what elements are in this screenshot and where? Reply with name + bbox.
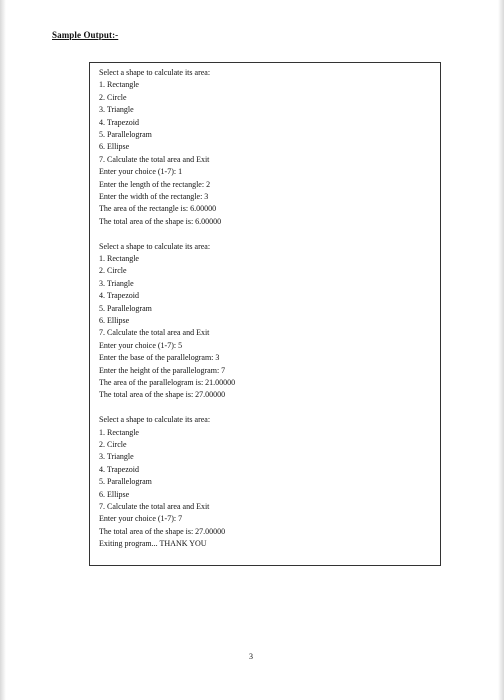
output-line: 6. Ellipse	[99, 142, 130, 152]
output-line: Exiting program... THANK YOU	[99, 539, 207, 549]
page-number: 3	[249, 652, 253, 661]
output-line: The area of the rectangle is: 6.00000	[99, 204, 217, 214]
output-line: Select a shape to calculate its area:	[99, 241, 211, 251]
output-line: 2. Circle	[99, 266, 127, 276]
page-edge-right	[498, 0, 504, 700]
output-line: Enter the height of the parallelogram: 7	[99, 365, 226, 375]
output-line: Enter your choice (1-7): 7	[99, 514, 183, 524]
output-block-3	[99, 414, 440, 550]
output-line: 3. Triangle	[99, 105, 134, 115]
output-line: 4. Trapezoid	[99, 291, 139, 301]
output-line: 5. Parallelogram	[99, 303, 152, 313]
output-line: 2. Circle	[99, 439, 127, 449]
output-line: Enter the base of the parallelogram: 3	[99, 353, 220, 363]
output-line: 5. Parallelogram	[99, 477, 152, 487]
output-block-2	[99, 241, 440, 402]
output-block-1	[99, 67, 440, 228]
output-line: Select a shape to calculate its area:	[99, 68, 211, 77]
output-line: The total area of the shape is: 27.00000	[99, 526, 226, 536]
output-line: The total area of the shape is: 6.00000	[99, 216, 222, 226]
output-line: Enter your choice (1-7): 1	[99, 167, 183, 177]
output-line: 3. Triangle	[99, 452, 134, 462]
sample-output-heading: Sample Output:-	[52, 30, 119, 40]
output-line: 1. Rectangle	[99, 80, 139, 90]
output-line: 6. Ellipse	[99, 489, 130, 499]
output-line: 3. Triangle	[99, 278, 134, 288]
output-line: 6. Ellipse	[99, 316, 130, 326]
page-edge-left	[0, 0, 6, 700]
output-line: Enter the length of the rectangle: 2	[99, 179, 211, 189]
output-line: 4. Trapezoid	[99, 117, 139, 127]
output-line: 4. Trapezoid	[99, 464, 139, 474]
output-line: Select a shape to calculate its area:	[99, 415, 211, 425]
output-line: 1. Rectangle	[99, 427, 139, 437]
output-line: Enter your choice (1-7): 5	[99, 340, 183, 350]
output-line: The area of the parallelogram is: 21.00000	[99, 378, 236, 388]
output-line: 1. Rectangle	[99, 253, 139, 263]
output-line: Enter the width of the rectangle: 3	[99, 192, 209, 202]
output-line: 5. Parallelogram	[99, 130, 152, 140]
output-line: 2. Circle	[99, 92, 127, 102]
output-line: 7. Calculate the total area and Exit	[99, 502, 210, 511]
output-line: 7. Calculate the total area and Exit	[99, 154, 210, 164]
output-line: 7. Calculate the total area and Exit	[99, 328, 210, 338]
console-output-box	[89, 62, 441, 566]
output-line: The total area of the shape is: 27.00000	[99, 390, 226, 400]
